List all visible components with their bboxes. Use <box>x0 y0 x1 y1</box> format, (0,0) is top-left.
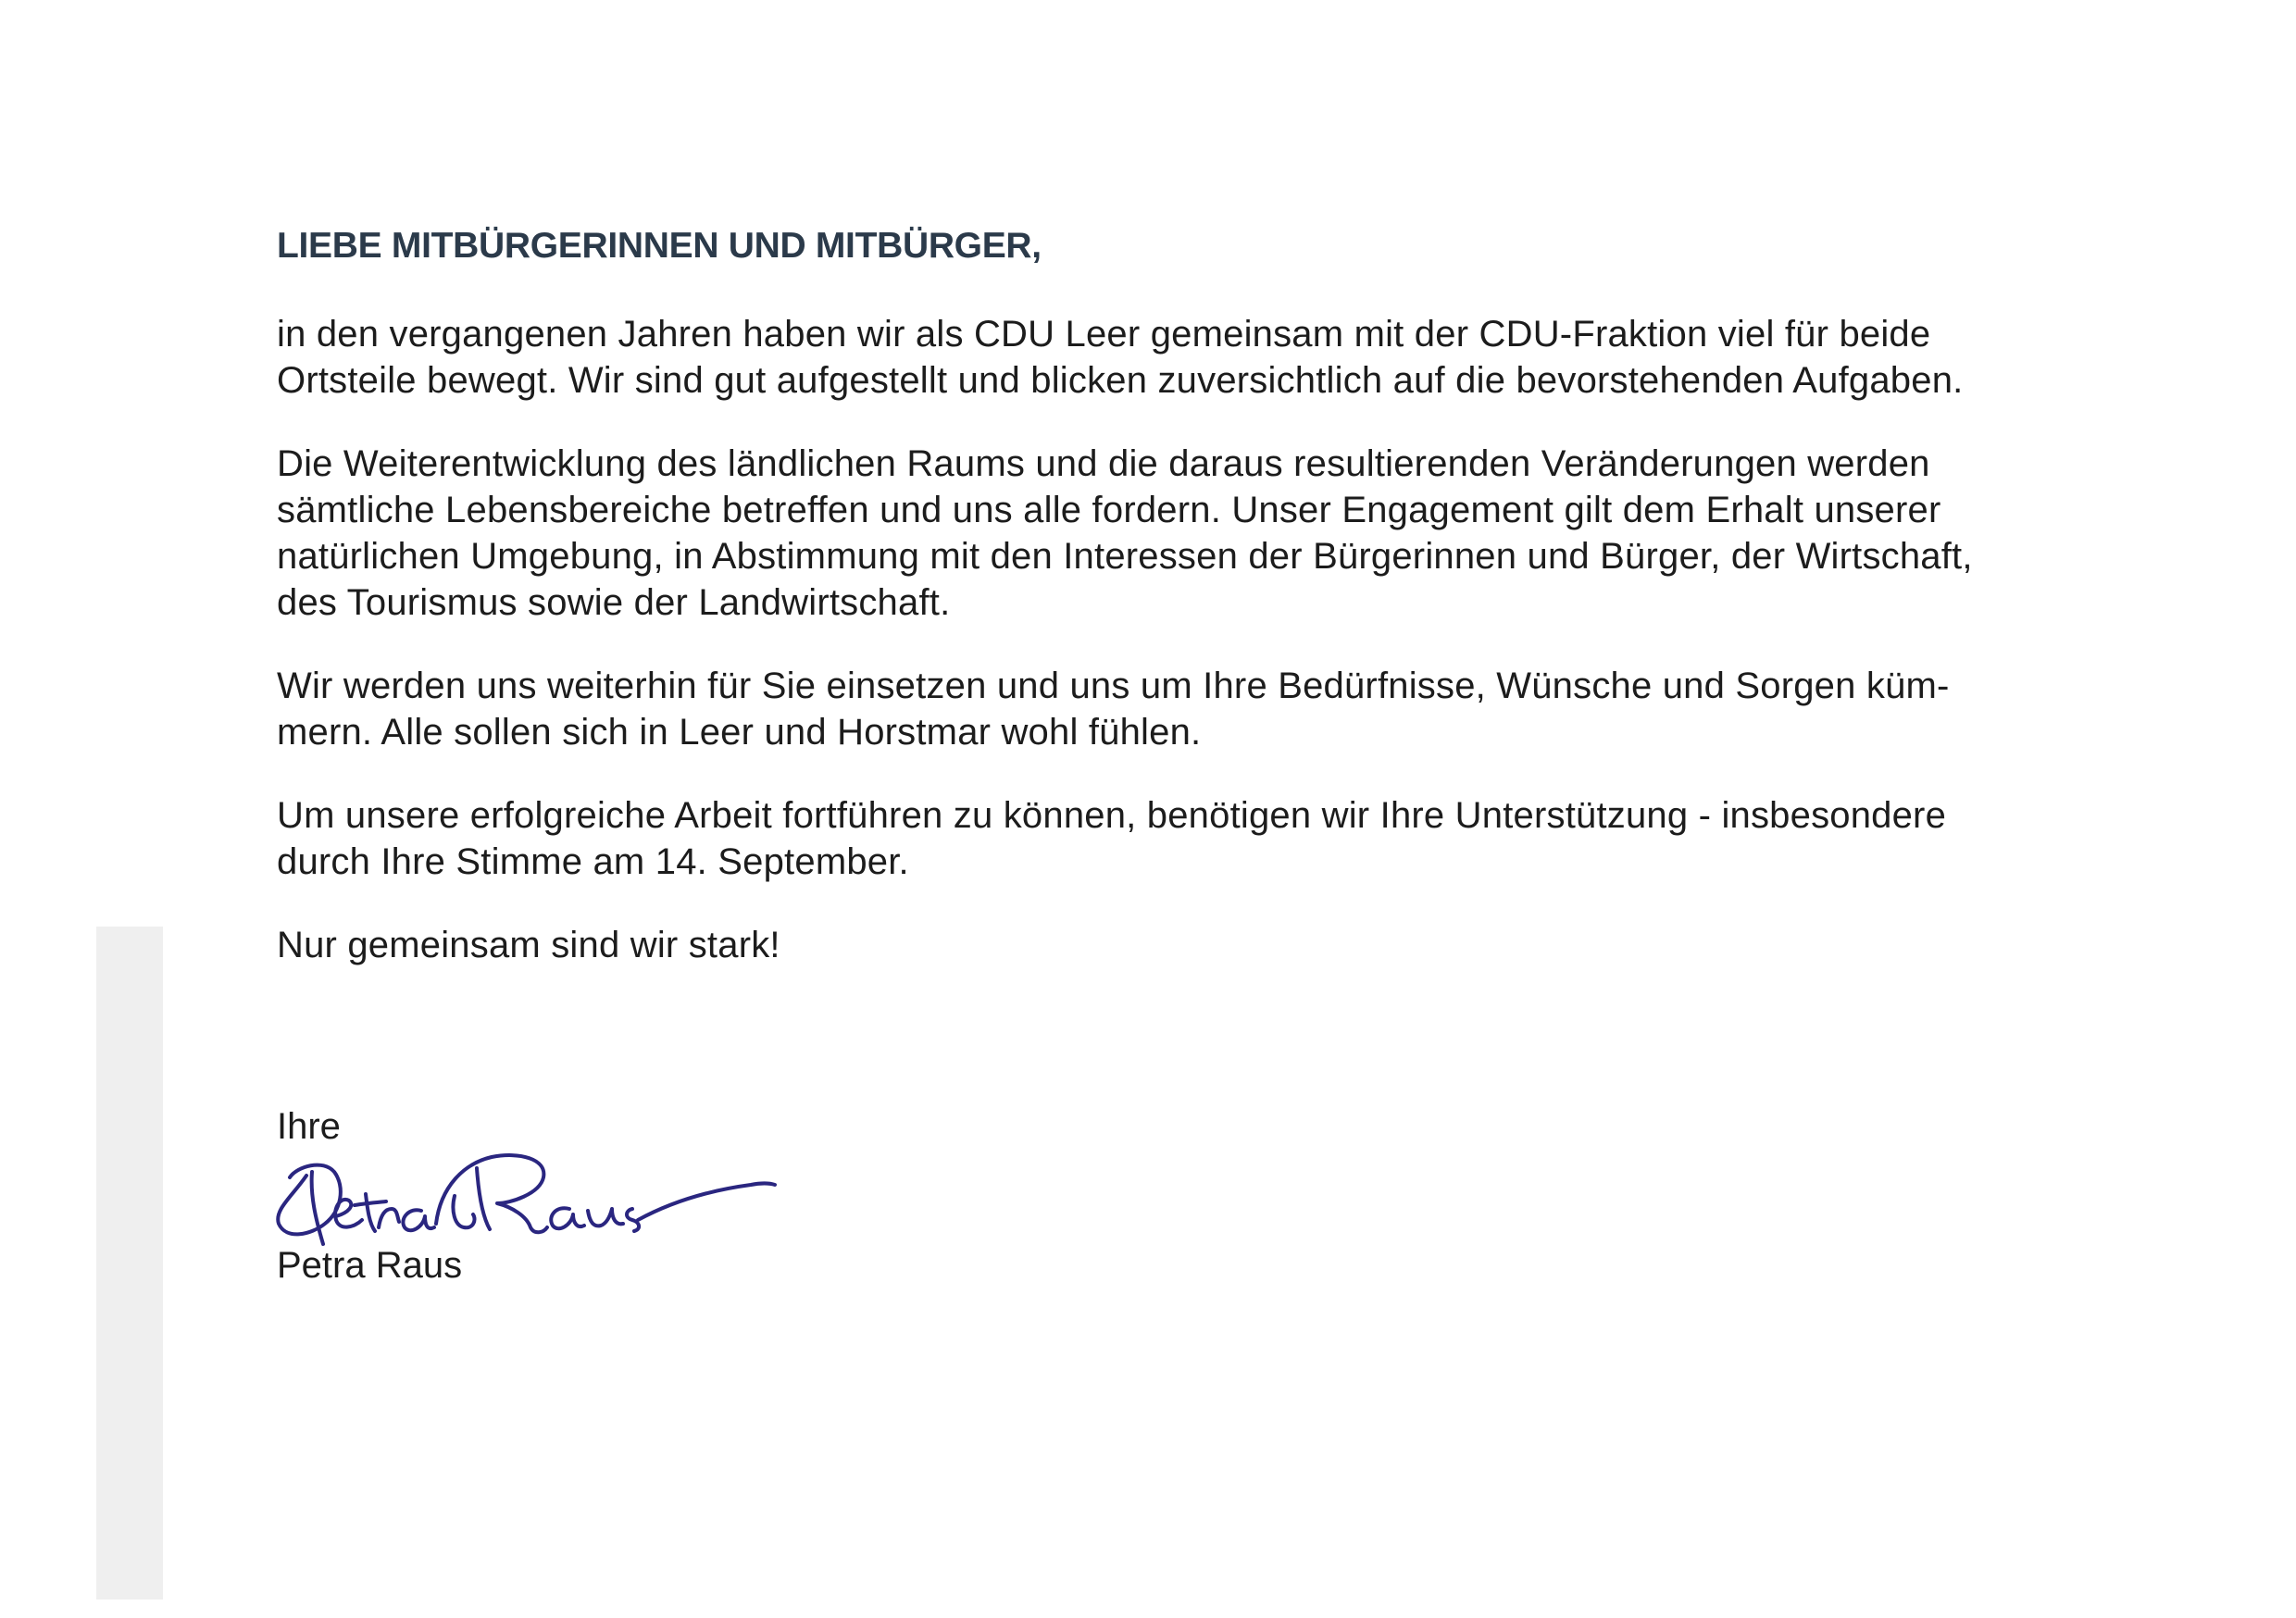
paragraph-2 <box>277 441 2184 626</box>
paragraph-line: Nur gemeinsam sind wir stark! <box>277 925 780 965</box>
signature-block <box>277 1103 925 1288</box>
paragraph-4 <box>277 792 2184 885</box>
paragraph-line: Um unsere erfolgreiche Arbeit fortführen zu können, benötigen wir Ihre Unterstützung - insbesondere <box>277 795 1947 836</box>
paragraph-1 <box>277 311 2184 404</box>
paragraph-line: in den vergangenen Jahren haben wir als CDU Leer gemeinsam mit der CDU-Fraktion viel für beide <box>277 314 1931 355</box>
paragraph-line: mern. Alle sollen sich in Leer und Horstmar wohl fühlen. <box>277 712 1202 753</box>
paragraph-3 <box>277 663 2184 755</box>
signer-name: Petra Raus <box>277 1245 463 1286</box>
handwritten-signature <box>269 1131 788 1251</box>
letter-body <box>277 218 2184 968</box>
paragraph-5 <box>277 922 2184 968</box>
paragraph-line: Ortsteile bewegt. Wir sind gut aufgestellt und blicken zuversichtlich auf die bevorstehenden Aufgaben. <box>277 360 1964 401</box>
side-bar-decoration <box>96 927 163 1599</box>
paragraph-line: des Tourismus sowie der Landwirtschaft. <box>277 582 951 623</box>
paragraph-line: durch Ihre Stimme am 14. September. <box>277 841 909 882</box>
salutation: LIEBE MITBÜRGERINNEN UND MITBÜRGER, <box>277 226 1042 266</box>
paragraph-line: Wir werden uns weiterhin für Sie einsetzen und uns um Ihre Bedürfnisse, Wünsche und Sorgen küm- <box>277 666 1950 706</box>
closing-word: Ihre <box>277 1106 341 1147</box>
paragraph-line: Die Weiterentwicklung des ländlichen Raums und die daraus resultierenden Veränderungen werden <box>277 443 1930 484</box>
paragraph-line: natürlichen Umgebung, in Abstimmung mit den Interessen der Bürgerinnen und Bürger, der Wirtschaft, <box>277 536 1973 577</box>
paragraph-line: sämtliche Lebensbereiche betreffen und uns alle fordern. Unser Engagement gilt dem Erhalt unserer <box>277 490 1941 530</box>
